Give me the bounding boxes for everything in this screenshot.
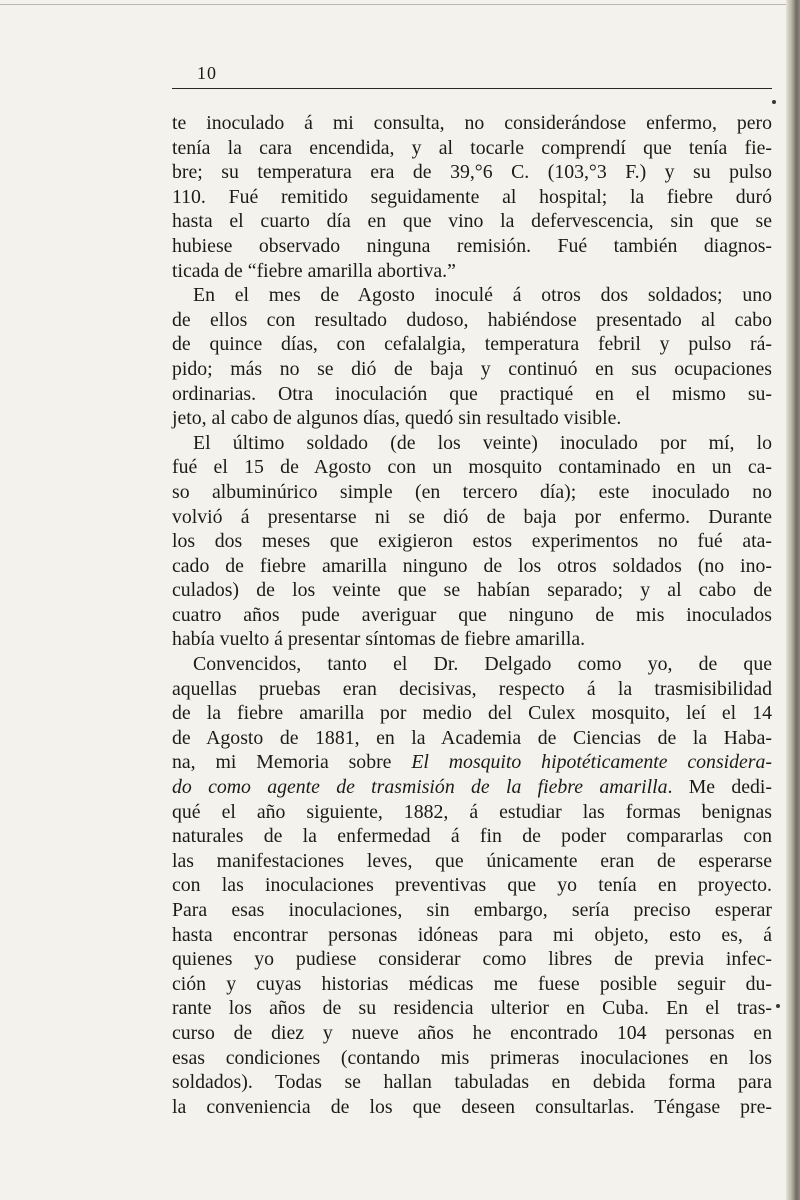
- text-line: ordinarias. Otra inoculación que practiqué en el mismo su-: [172, 382, 772, 405]
- text-line: te inoculado á mi consulta, no considerándose enfermo, pero: [172, 112, 772, 134]
- text-line: tenía la cara encendida, y al tocarle comprendí que tenía fie-: [172, 136, 772, 159]
- text-line: curso de diez y nueve años he encontrado 104 personas en: [172, 1021, 772, 1044]
- text-line: de Agosto de 1881, en la Academia de Ciencias de la Haba-: [172, 726, 772, 749]
- text-line: la conveniencia de los que deseen consultarlas. Téngase pre-: [172, 1095, 772, 1118]
- text-line: so albuminúrico simple (en tercero día); este inoculado no: [172, 480, 772, 503]
- text-line: aquellas pruebas eran decisivas, respecto á la trasmisibilidad: [172, 677, 772, 700]
- text-line: cado de fiebre amarilla ninguno de los otros soldados (no ino-: [172, 554, 772, 577]
- memoir-title: do como agente de trasmisión de la fiebre amarilla: [172, 776, 668, 799]
- text-line: qué el año siguiente, 1882, á estudiar las formas benignas: [172, 800, 772, 823]
- line-text: . Me dedi-: [667, 776, 772, 799]
- text-line: bre; su temperatura era de 39,°6 C. (103,°3 F.) y su pulso: [172, 161, 772, 184]
- text-line: quienes yo pudiese considerar como libres de previa infec-: [172, 948, 772, 971]
- text-line: cuatro años pude averiguar que ninguno de mis inoculados: [172, 603, 772, 626]
- text-line: El último soldado (de los veinte) inoculado por mí, lo: [193, 431, 772, 454]
- text-line: [172, 775, 772, 800]
- text-line: hasta el cuarto día en que vino la defervescencia, sin que se: [172, 210, 772, 233]
- text-line: soldados). Todas se hallan tabuladas en debida forma para: [172, 1071, 772, 1094]
- scan-speck: [772, 100, 776, 104]
- text-line: Convencidos, tanto el Dr. Delgado como yo, de que: [193, 653, 772, 676]
- text-line: hubiese observado ninguna remisión. Fué también diagnos-: [172, 234, 772, 257]
- text-line: pido; más no se dió de baja y continuó en sus ocupaciones: [172, 357, 772, 380]
- text-line: culados) de los veinte que se habían separado; y al cabo de: [172, 579, 772, 602]
- text-line: 110. Fué remitido seguidamente al hospital; la fiebre duró: [172, 185, 772, 208]
- header-rule: [172, 88, 772, 89]
- scan-border-line: [0, 4, 790, 5]
- text-line: hasta encontrar personas idóneas para mi objeto, esto es, á: [172, 923, 772, 946]
- text-line: esas condiciones (contando mis primeras inoculaciones en los: [172, 1046, 772, 1069]
- text-line: En el mes de Agosto inoculé á otros dos soldados; uno: [193, 284, 772, 307]
- line-text: na, mi Memoria sobre: [172, 751, 412, 774]
- text-line: volvió á presentarse ni se dió de baja por enfermo. Durante: [172, 505, 772, 528]
- text-line: de quince días, con cefalalgia, temperatura febril y pulso rá-: [172, 333, 772, 356]
- text-line: había vuelto á presentar síntomas de fiebre amarilla.: [172, 628, 586, 651]
- text-line: fué el 15 de Agosto con un mosquito contaminado en un ca-: [172, 456, 772, 479]
- page-number: 10: [197, 63, 217, 83]
- text-line: los dos meses que exigieron estos experimentos no fué ata-: [172, 530, 772, 553]
- text-line: ción y cuyas historias médicas me fuese posible seguir du-: [172, 972, 772, 995]
- text-line: las manifestaciones leves, que únicamente eran de esperarse: [172, 849, 772, 872]
- page-edge-shadow: [786, 0, 800, 1200]
- text-line: de la fiebre amarilla por medio del Culex mosquito, leí el 14: [172, 702, 772, 725]
- text-line: Para esas inoculaciones, sin embargo, sería preciso esperar: [172, 899, 772, 921]
- text-line: con las inoculaciones preventivas que yo tenía en proyecto.: [172, 874, 772, 897]
- text-line: naturales de la enfermedad á fin de poder compararlas con: [172, 825, 772, 848]
- text-line: ticada de “fiebre amarilla abortiva.”: [172, 259, 456, 282]
- text-line: rante los años de su residencia ulterior en Cuba. En el tras-: [172, 997, 772, 1020]
- text-line: [172, 750, 772, 775]
- text-line: jeto, al cabo de algunos días, quedó sin resultado visible.: [172, 407, 622, 430]
- memoir-title: El mosquito hipotéticamente considera-: [411, 751, 772, 774]
- body-text: [172, 111, 772, 1119]
- scan-speck: [776, 1004, 780, 1008]
- text-line: de ellos con resultado dudoso, habiéndose presentado al cabo: [172, 308, 772, 331]
